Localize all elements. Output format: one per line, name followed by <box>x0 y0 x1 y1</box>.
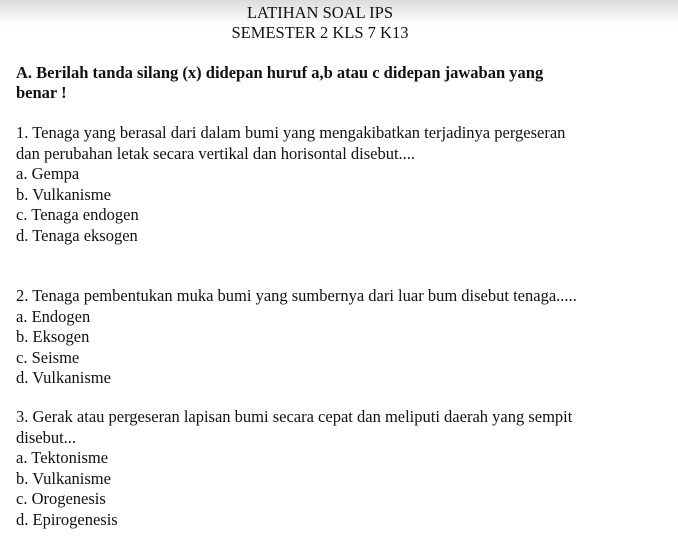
question-1-option-b: b. Vulkanisme <box>16 184 111 204</box>
question-2-text-line-1: 2. Tenaga pembentukan muka bumi yang sumbernya dari luar bum disebut tenaga..... <box>16 286 577 305</box>
question-1-option-a: a. Gempa <box>16 164 80 183</box>
question-2-option-a: a. Endogen <box>16 306 91 326</box>
instruction-line-2: benar ! <box>16 83 67 102</box>
question-3 <box>16 407 626 530</box>
question-1-option-c: c. Tenaga endogen <box>16 205 139 224</box>
question-1-text-line-2: dan perubahan letak secara vertikal dan horisontal disebut.... <box>16 143 416 163</box>
instruction-line-1: A. Berilah tanda silang (x) didepan huruf a,b atau c didepan jawaban yang <box>16 63 544 82</box>
question-1-option-d: d. Tenaga eksogen <box>16 225 138 245</box>
question-2-option-b: b. Eksogen <box>16 327 90 346</box>
question-2-option-d: d. Vulkanisme <box>16 368 111 387</box>
question-3-option-a: a. Tektonisme <box>16 448 109 467</box>
question-3-text-line-2: disebut... <box>16 427 77 447</box>
question-1 <box>16 123 626 246</box>
section-instruction <box>16 63 616 103</box>
question-3-option-d: d. Epirogenesis <box>16 509 118 529</box>
question-2-option-c: c. Seisme <box>16 347 80 367</box>
question-3-option-b: b. Vulkanisme <box>16 468 111 488</box>
question-3-text-line-1: 3. Gerak atau pergeseran lapisan bumi secara cepat dan meliputi daerah yang sempit <box>16 407 573 426</box>
question-1-text-line-1: 1. Tenaga yang berasal dari dalam bumi yang mengakibatkan terjadinya pergeseran <box>16 123 566 142</box>
question-3-option-c: c. Orogenesis <box>16 489 106 508</box>
question-2 <box>16 286 626 389</box>
document-subtitle: SEMESTER 2 KLS 7 K13 <box>231 23 409 42</box>
document-title: LATIHAN SOAL IPS <box>246 3 394 22</box>
